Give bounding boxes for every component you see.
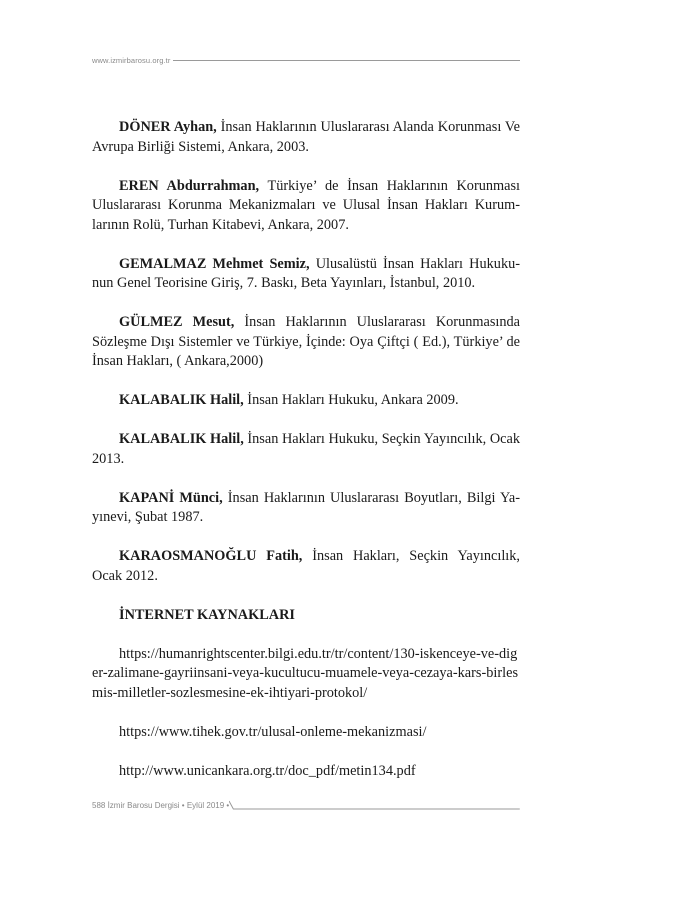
reference-author: DÖNER Ayhan,	[119, 119, 217, 135]
header-url: www.izmirbarosu.org.tr	[92, 55, 171, 65]
reference-text: İnsan Hakları Hukuku, Ankara 2009.	[243, 392, 459, 408]
footer-rule-shape	[229, 799, 520, 813]
section-title-internet: İNTERNET KAYNAKLARI	[119, 606, 295, 623]
page-footer	[92, 799, 520, 813]
reference-entry	[92, 547, 520, 586]
reference-entry	[92, 489, 520, 528]
reference-author: KALABALIK Halil,	[119, 431, 244, 447]
internet-link[interactable]: https://www.tihek.gov.tr/ulusal-onleme-mekanizmasi/	[119, 723, 427, 740]
reference-text: İnsan Haklarının Uluslararası Alanda Korunması Ve Avrupa Birliği Sistemi, Ankara, 2003.	[92, 119, 521, 155]
reference-author: EREN Abdurrahman,	[119, 177, 260, 194]
reference-entry	[92, 118, 520, 157]
bibliography	[92, 118, 520, 801]
footer-text: 588 İzmir Barosu Dergisi • Eylül 2019 •	[92, 801, 230, 810]
internet-link[interactable]: http://www.unicankara.org.tr/doc_pdf/metin134.pdf	[119, 762, 416, 779]
header-rule	[173, 60, 520, 61]
reference-entry	[92, 313, 520, 372]
reference-author: KARAOSMANOĞLU Fatih,	[119, 548, 303, 564]
reference-entry	[92, 430, 520, 469]
internet-link[interactable]: https://humanrightscenter.bilgi.edu.tr/tr/content/130-iskenceye-ve-diger-zalimane-gayriinsani-veya-kucultucu-muamele-veya-cezaya-kars-birlesmis-milletler-sozlesmesine-ek-ihtiyari-protokol/	[92, 645, 519, 701]
page-header	[92, 53, 520, 67]
reference-author: KAPANİ Münci,	[119, 489, 223, 506]
reference-text: İnsan Hakları, Seçkin Yayıncılık, Ocak 2012.	[92, 548, 520, 584]
reference-author: KALABALIK Halil,	[119, 392, 244, 408]
reference-entry	[92, 255, 520, 294]
reference-text: İnsan Haklarının Uluslararası Boyutları, Bilgi Ya-yınevi, Şubat 1987.	[92, 489, 520, 525]
footer-rule	[229, 799, 520, 813]
reference-author: GÜLMEZ Mesut,	[119, 314, 235, 330]
reference-author: GEMALMAZ Mehmet Semiz,	[119, 255, 310, 272]
reference-text: Ulusalüstü İnsan Hakları Hukuku-nun Genel Teorisine Giriş, 7. Baskı, Beta Yayınları, İstanbul, 2010.	[92, 255, 521, 291]
reference-entry	[92, 391, 520, 411]
reference-text: Türkiye’ de İnsan Haklarının Korunması Uluslararası Korunma Mekanizmaları ve Ulusal İnsan Hakları Kurum-larının Rolü, Turhan Kitabevi, Ankara, 2007.	[92, 177, 521, 233]
reference-entry	[92, 177, 520, 236]
reference-text: İnsan Haklarının Uluslararası Korunmasında Sözleşme Dışı Sistemler ve Türkiye, İçinde: Oya Çiftçi ( Ed.), Türkiye’ de İnsan Hakları, ( Ankara,2000)	[92, 314, 521, 369]
reference-text: İnsan Hakları Hukuku, Seçkin Yayıncılık, Ocak 2013.	[92, 431, 520, 467]
